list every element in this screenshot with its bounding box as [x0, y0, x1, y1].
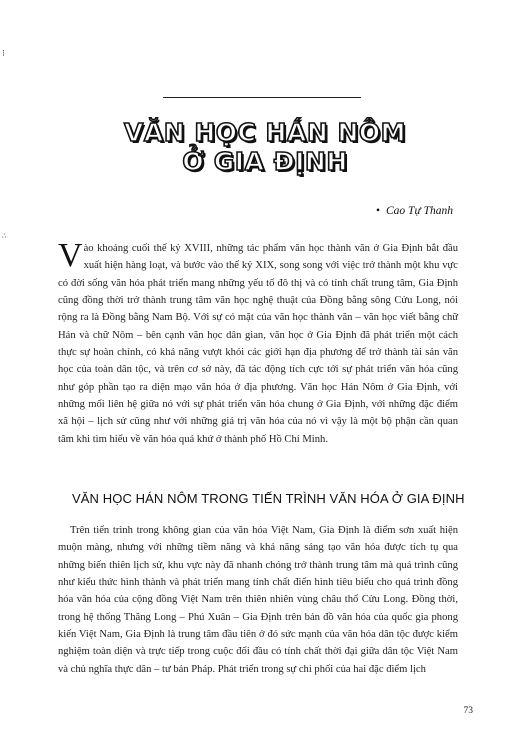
margin-mark: ⁝	[2, 48, 5, 58]
author-line	[376, 205, 453, 217]
intro-paragraph	[58, 237, 458, 448]
chapter-title-line1: VĂN HỌC HÁN NÔM	[124, 118, 406, 147]
bullet-icon: •	[375, 205, 381, 217]
title-rule	[163, 97, 361, 98]
chapter-title-line2: Ở GIA ĐỊNH	[182, 147, 348, 176]
author-name: Cao Tự Thanh	[386, 205, 453, 217]
section-heading: VĂN HỌC HÁN NÔM TRONG TIẾN TRÌNH VĂN HÓA Ở GIA ĐỊNH	[72, 491, 465, 506]
drop-cap: V	[58, 237, 83, 274]
section-paragraph: Trên tiến trình trong không gian của văn hóa Việt Nam, Gia Định là điểm sơn xuất hiện muộn màng, nhưng với những tiềm năng và khả năng sáng tạo văn hóa được tích tụ qua những biến thiên lịch sử, khu vực này đã nhanh chóng trở thành trung tâm mà quá trình cũng như kiểu thức hình thành và phát triển mang tính chất điển hình tiêu biểu cho quá trình đồng hóa văn hóa của cộng đồng Việt Nam trên thiên nhiên vùng châu thổ Cửu Long. Đồng thời, trong hệ thống Thăng Long – Phú Xuân – Gia Định trên bản đồ văn hóa của quốc gia phong kiến Việt Nam, Gia Định là trung tâm đầu tiên ở đó sức mạnh của văn hóa dân tộc được kiểm nghiệm toàn diện và trực tiếp trong cuộc đối đầu có tính chất thời đại giữa dân tộc Việt Nam và chủ nghĩa thực dân – tư bản Pháp. Phát triển trong sự chi phối của hai đặc điểm lịch	[58, 525, 458, 675]
margin-mark: ∴	[2, 232, 7, 240]
intro-text: ào khoảng cuối thế kỷ XVIII, những tác phẩm văn học thành văn ở Gia Định bắt đầu xuất hiện hàng loạt, và bước vào thế kỷ XIX, song song với việc trở thành một khu vực có đời sống văn hóa phát triển mang những yếu tố đô thị và có tính chất trung tâm, Gia Định cũng đồng thời trở thành trung tâm văn học nghệ thuật của Đồng bằng sông Cửu Long, nói rộng ra là Đồng bằng Nam Bộ. Với sự có mặt của văn học thành văn – văn học viết bằng chữ Hán và chữ Nôm – bên cạnh văn học dân gian, văn học ở Gia Định đã phát triển một cách thực sự hoàn chỉnh, có khả năng vượt khỏi các giới hạn địa phương để trở thành tài sản văn học của toàn dân tộc, và trên cơ sở này, đã tác động tích cực tới sự phát triển văn hóa cũng như góp phần tạo ra diện mạo văn hóa ở địa phương. Văn học Hán Nôm ở Gia Định, với những mối liên hệ giữa nó với sự phát triển văn hóa chung ở Gia Định, với những đặc điểm xã hội – lịch sử cũng như với những giá trị văn hóa của nó vì vậy là một bộ phận cần quan tâm khi tìm hiểu về văn hóa quá khứ ở thành phố Hồ Chí Minh.	[58, 243, 458, 445]
page-number: 73	[463, 706, 473, 716]
